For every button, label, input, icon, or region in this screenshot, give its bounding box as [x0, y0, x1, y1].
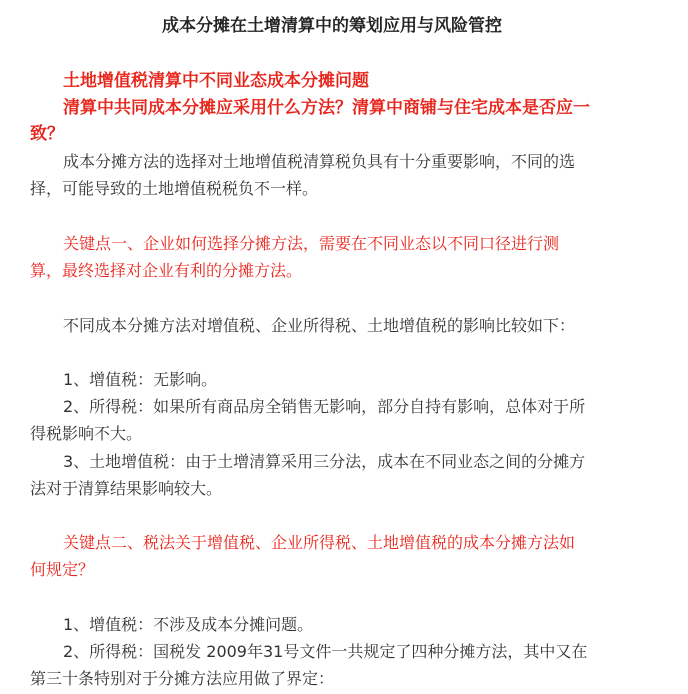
- keypoint-line: 何规定？: [30, 560, 95, 579]
- keypoint-line: 关键点二、税法关于增值税、企业所得税、土地增值税的成本分摊方法如: [63, 533, 576, 552]
- compare-item: 法对于清算结果影响较大。: [30, 479, 223, 498]
- compare-item: 3、土地增值税：由于土增清算采用三分法，成本在不同业态之间的分摊方: [63, 452, 586, 471]
- compare-item: 2、所得税：如果所有商品房全销售无影响，部分自持有影响，总体对于所: [63, 397, 586, 416]
- keypoint-line: 关键点一、企业如何选择分摊方法，需要在不同业态以不同口径进行测: [63, 234, 560, 253]
- intro-line: 择，可能导致的土地增值税税负不一样。: [30, 179, 319, 198]
- compare-intro: 不同成本分摊方法对增值税、企业所得税、土地增值税的影响比较如下：: [63, 316, 576, 335]
- heading-line: 致？: [30, 124, 64, 144]
- keypoint-line: 算，最终选择对企业有利的分摊方法。: [30, 261, 303, 280]
- article-title: 成本分摊在土增清算中的筹划应用与风险管控: [162, 16, 502, 36]
- compare-item: 1、增值税：无影响。: [63, 370, 218, 389]
- intro-line: 成本分摊方法的选择对土地增值税清算税负具有十分重要影响，不同的选: [63, 152, 576, 171]
- rules-item: 第三十条特别对于分摊方法应用做了界定：: [30, 669, 335, 688]
- rules-item: 2、所得税：国税发 2009年31号文件一共规定了四种分摊方法，其中又在: [63, 642, 588, 661]
- compare-item: 得税影响不大。: [30, 424, 143, 443]
- heading-line: 土地增值税清算中不同业态成本分摊问题: [63, 71, 369, 91]
- rules-item: 1、增值税：不涉及成本分摊问题。: [63, 615, 314, 634]
- heading-line: 清算中共同成本分摊应采用什么方法？清算中商铺与住宅成本是否应一: [63, 98, 590, 118]
